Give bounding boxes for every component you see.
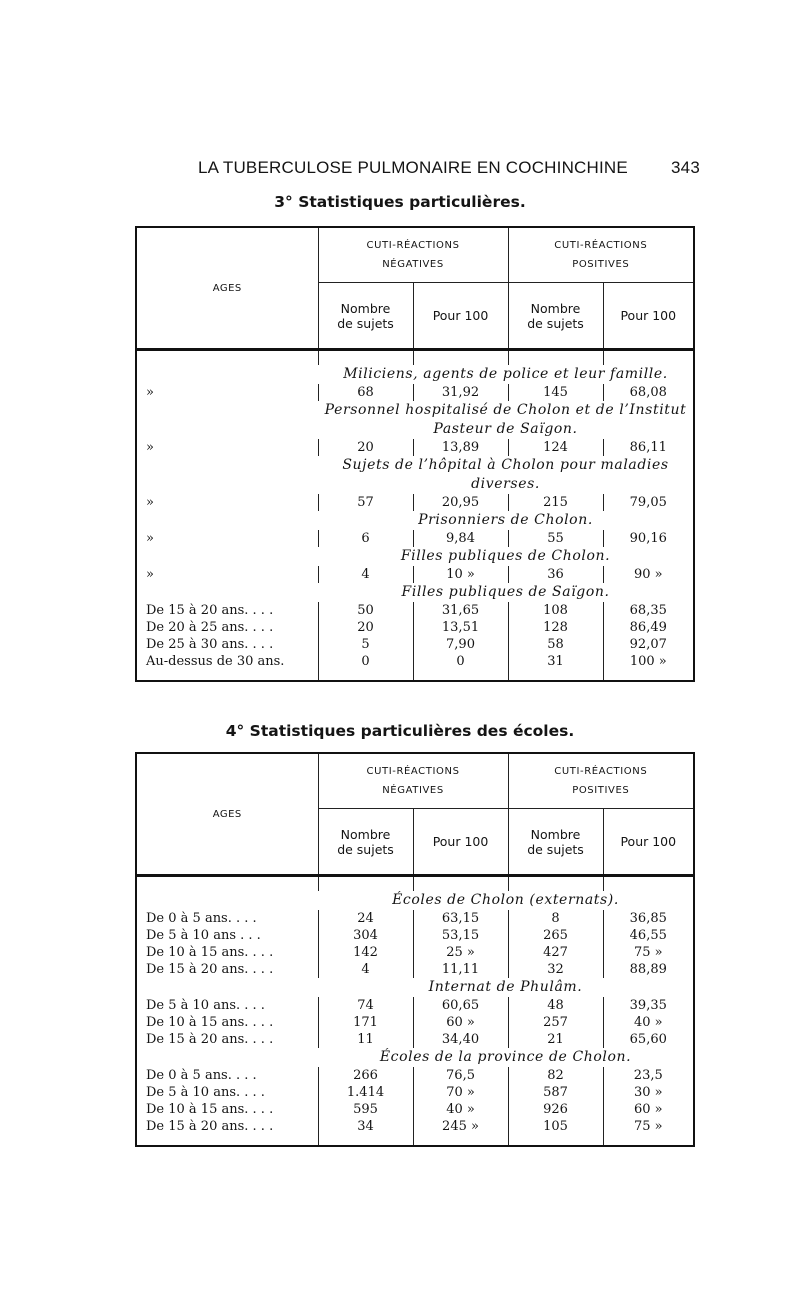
table-row bbox=[136, 961, 694, 978]
age-cell: » bbox=[146, 567, 154, 582]
age-cell: De 20 à 25 ans. . . . bbox=[146, 620, 274, 635]
positive-count-header bbox=[508, 809, 603, 876]
group-caption: Écoles de la province de Cholon. bbox=[379, 1049, 632, 1065]
negative-count-header bbox=[318, 809, 413, 876]
empty-cell bbox=[413, 351, 508, 365]
negative-percent-cell: 40 » bbox=[413, 1101, 508, 1118]
positive-count-cell: 31 bbox=[508, 653, 603, 670]
group-caption-row bbox=[136, 511, 694, 530]
percent-header-label: Pour 100 bbox=[620, 834, 677, 850]
negative-count-cell: 0 bbox=[318, 653, 413, 670]
negative-percent-cell: 10 » bbox=[413, 566, 508, 583]
table-row bbox=[136, 1067, 694, 1084]
positive-percent-cell: 23,5 bbox=[603, 1067, 694, 1084]
negative-count-cell: 1.414 bbox=[318, 1084, 413, 1101]
age-cell bbox=[136, 401, 318, 439]
negative-percent-cell: 0 bbox=[413, 653, 508, 670]
age-cell: De 10 à 15 ans. . . . bbox=[146, 1015, 274, 1030]
positive-percent-cell: 68,08 bbox=[603, 384, 694, 401]
negative-reactions-header bbox=[318, 227, 508, 283]
negative-header-line-2: NÉGATIVES bbox=[382, 259, 444, 271]
percent-header-label: Pour 100 bbox=[432, 308, 489, 324]
group-caption: Internat de Phulâm. bbox=[428, 979, 583, 995]
group-caption-row bbox=[136, 583, 694, 602]
negative-percent-cell: 245 » bbox=[413, 1118, 508, 1135]
negative-count-cell: 11 bbox=[318, 1031, 413, 1048]
count-header-line-1: Nombre bbox=[530, 826, 581, 842]
table-row bbox=[136, 1101, 694, 1118]
positive-percent-cell: 30 » bbox=[603, 1084, 694, 1101]
age-cell: De 5 à 10 ans. . . . bbox=[146, 998, 265, 1013]
negative-percent-cell: 34,40 bbox=[413, 1031, 508, 1048]
table-row bbox=[136, 1014, 694, 1031]
positive-percent-cell: 92,07 bbox=[603, 636, 694, 653]
positive-header-line-2: POSITIVES bbox=[572, 785, 630, 797]
positive-count-cell: 21 bbox=[508, 1031, 603, 1048]
count-header-line-2: de sujets bbox=[337, 315, 394, 331]
negative-count-cell: 4 bbox=[318, 961, 413, 978]
negative-percent-cell: 9,84 bbox=[413, 530, 508, 547]
age-cell bbox=[136, 583, 318, 602]
negative-count-cell: 142 bbox=[318, 944, 413, 961]
empty-cell bbox=[413, 877, 508, 891]
negative-count-cell: 24 bbox=[318, 910, 413, 927]
table-row bbox=[136, 494, 694, 511]
positive-percent-cell: 65,60 bbox=[603, 1031, 694, 1048]
positive-count-cell: 265 bbox=[508, 927, 603, 944]
age-cell bbox=[136, 1135, 318, 1146]
negative-count-cell: 595 bbox=[318, 1101, 413, 1118]
age-cell bbox=[136, 877, 318, 891]
positive-percent-cell: 79,05 bbox=[603, 494, 694, 511]
table-row bbox=[136, 944, 694, 961]
group-caption: Écoles de Cholon (externats). bbox=[392, 892, 619, 908]
negative-percent-cell: 53,15 bbox=[413, 927, 508, 944]
statistics-table-3 bbox=[135, 226, 695, 682]
negative-count-cell: 68 bbox=[318, 384, 413, 401]
age-cell: » bbox=[146, 495, 154, 510]
negative-count-cell: 4 bbox=[318, 566, 413, 583]
empty-cell bbox=[318, 670, 413, 681]
table-row bbox=[136, 1118, 694, 1135]
group-caption: Filles publiques de Saïgon. bbox=[401, 584, 610, 600]
negative-percent-cell: 25 » bbox=[413, 944, 508, 961]
negative-count-header bbox=[318, 283, 413, 350]
table-row bbox=[136, 997, 694, 1014]
table-row bbox=[136, 602, 694, 619]
positive-percent-cell: 75 » bbox=[603, 1118, 694, 1135]
negative-count-cell: 266 bbox=[318, 1067, 413, 1084]
table-body bbox=[136, 877, 694, 1146]
empty-cell bbox=[318, 1135, 413, 1146]
age-cell bbox=[136, 547, 318, 566]
group-caption-row bbox=[136, 401, 694, 439]
positive-header-line-2: POSITIVES bbox=[572, 259, 630, 271]
positive-count-cell: 145 bbox=[508, 384, 603, 401]
empty-cell bbox=[318, 351, 413, 365]
age-cell: Au-dessus de 30 ans. bbox=[146, 654, 285, 669]
group-caption: Personnel hospitalisé de Cholon et de l’Institut Pasteur de Saïgon. bbox=[324, 402, 687, 437]
positive-percent-cell: 88,89 bbox=[603, 961, 694, 978]
negative-header-line-1: CUTI-RÉACTIONS bbox=[366, 240, 460, 252]
empty-cell bbox=[603, 877, 694, 891]
positive-count-header bbox=[508, 283, 603, 350]
age-cell: De 25 à 30 ans. . . . bbox=[146, 637, 274, 652]
empty-cell bbox=[413, 670, 508, 681]
negative-count-cell: 6 bbox=[318, 530, 413, 547]
empty-cell bbox=[603, 1135, 694, 1146]
age-cell: De 0 à 5 ans. . . . bbox=[146, 1068, 257, 1083]
section-3-title: 3° Statistiques particulières. bbox=[274, 193, 526, 211]
positive-count-cell: 108 bbox=[508, 602, 603, 619]
negative-percent-cell: 60,65 bbox=[413, 997, 508, 1014]
age-cell: De 5 à 10 ans . . . bbox=[146, 928, 261, 943]
age-cell bbox=[136, 1048, 318, 1067]
age-cell: De 15 à 20 ans. . . . bbox=[146, 603, 274, 618]
positive-count-cell: 55 bbox=[508, 530, 603, 547]
positive-reactions-header bbox=[508, 227, 694, 283]
running-title: LA TUBERCULOSE PULMONAIRE EN COCHINCHINE bbox=[198, 158, 628, 177]
positive-percent-cell: 90 » bbox=[603, 566, 694, 583]
positive-count-cell: 8 bbox=[508, 910, 603, 927]
count-header-line-1: Nombre bbox=[530, 300, 581, 316]
negative-percent-header bbox=[413, 809, 508, 876]
positive-percent-cell: 40 » bbox=[603, 1014, 694, 1031]
count-header-line-1: Nombre bbox=[340, 826, 391, 842]
negative-count-cell: 20 bbox=[318, 439, 413, 456]
negative-percent-cell: 7,90 bbox=[413, 636, 508, 653]
positive-count-cell: 587 bbox=[508, 1084, 603, 1101]
running-header bbox=[198, 158, 700, 182]
group-caption-row bbox=[136, 1048, 694, 1067]
age-cell: De 15 à 20 ans. . . . bbox=[146, 1119, 274, 1134]
age-cell: » bbox=[146, 440, 154, 455]
table-row bbox=[136, 619, 694, 636]
table-row bbox=[136, 1084, 694, 1101]
positive-header-line-1: CUTI-RÉACTIONS bbox=[554, 240, 648, 252]
age-cell: De 15 à 20 ans. . . . bbox=[146, 1032, 274, 1047]
negative-percent-cell: 63,15 bbox=[413, 910, 508, 927]
age-cell bbox=[136, 511, 318, 530]
positive-percent-cell: 75 » bbox=[603, 944, 694, 961]
positive-count-cell: 124 bbox=[508, 439, 603, 456]
positive-percent-cell: 60 » bbox=[603, 1101, 694, 1118]
negative-reactions-header bbox=[318, 753, 508, 809]
empty-cell bbox=[508, 877, 603, 891]
ages-column-header: AGES bbox=[136, 227, 318, 350]
table-row bbox=[136, 1031, 694, 1048]
positive-percent-header bbox=[603, 283, 694, 350]
group-caption: Sujets de l’hôpital à Cholon pour maladies diverses. bbox=[342, 457, 669, 492]
percent-header-label: Pour 100 bbox=[620, 308, 677, 324]
empty-cell bbox=[603, 670, 694, 681]
table-row bbox=[136, 566, 694, 583]
positive-percent-cell: 46,55 bbox=[603, 927, 694, 944]
negative-count-cell: 20 bbox=[318, 619, 413, 636]
positive-percent-cell: 36,85 bbox=[603, 910, 694, 927]
positive-count-cell: 257 bbox=[508, 1014, 603, 1031]
count-header-line-2: de sujets bbox=[527, 841, 584, 857]
positive-count-cell: 32 bbox=[508, 961, 603, 978]
percent-header-label: Pour 100 bbox=[432, 834, 489, 850]
negative-percent-cell: 60 » bbox=[413, 1014, 508, 1031]
positive-count-cell: 58 bbox=[508, 636, 603, 653]
empty-cell bbox=[318, 877, 413, 891]
empty-cell bbox=[508, 670, 603, 681]
spacer-row bbox=[136, 877, 694, 891]
negative-percent-header bbox=[413, 283, 508, 350]
positive-count-cell: 128 bbox=[508, 619, 603, 636]
positive-percent-cell: 86,11 bbox=[603, 439, 694, 456]
table-row bbox=[136, 910, 694, 927]
group-caption: Miliciens, agents de police et leur famille. bbox=[343, 366, 668, 382]
statistics-table-4 bbox=[135, 752, 695, 1147]
empty-cell bbox=[603, 351, 694, 365]
table-row bbox=[136, 653, 694, 670]
age-cell: De 5 à 10 ans. . . . bbox=[146, 1085, 265, 1100]
positive-percent-cell: 100 » bbox=[603, 653, 694, 670]
positive-count-cell: 215 bbox=[508, 494, 603, 511]
ages-column-header: AGES bbox=[136, 753, 318, 876]
spacer-row bbox=[136, 351, 694, 365]
positive-count-cell: 48 bbox=[508, 997, 603, 1014]
positive-count-cell: 926 bbox=[508, 1101, 603, 1118]
age-cell: » bbox=[146, 531, 154, 546]
table-row bbox=[136, 530, 694, 547]
negative-count-cell: 74 bbox=[318, 997, 413, 1014]
gap-row bbox=[136, 1135, 694, 1146]
age-cell: De 10 à 15 ans. . . . bbox=[146, 945, 274, 960]
age-cell: De 15 à 20 ans. . . . bbox=[146, 962, 274, 977]
negative-percent-cell: 13,89 bbox=[413, 439, 508, 456]
table-body bbox=[136, 351, 694, 681]
positive-reactions-header bbox=[508, 753, 694, 809]
negative-header-line-2: NÉGATIVES bbox=[382, 785, 444, 797]
empty-cell bbox=[413, 1135, 508, 1146]
table-row bbox=[136, 439, 694, 456]
negative-count-cell: 34 bbox=[318, 1118, 413, 1135]
count-header-line-2: de sujets bbox=[337, 841, 394, 857]
table-row bbox=[136, 927, 694, 944]
negative-count-cell: 171 bbox=[318, 1014, 413, 1031]
page-number: 343 bbox=[671, 158, 700, 177]
negative-percent-cell: 76,5 bbox=[413, 1067, 508, 1084]
age-cell: De 10 à 15 ans. . . . bbox=[146, 1102, 274, 1117]
empty-cell bbox=[508, 1135, 603, 1146]
group-caption-row bbox=[136, 365, 694, 384]
empty-cell bbox=[508, 351, 603, 365]
negative-percent-cell: 20,95 bbox=[413, 494, 508, 511]
negative-count-cell: 304 bbox=[318, 927, 413, 944]
age-cell bbox=[136, 351, 318, 365]
group-caption-row bbox=[136, 456, 694, 494]
negative-percent-cell: 70 » bbox=[413, 1084, 508, 1101]
count-header-line-1: Nombre bbox=[340, 300, 391, 316]
group-caption: Filles publiques de Cholon. bbox=[400, 548, 611, 564]
section-4-title: 4° Statistiques particulières des écoles. bbox=[225, 722, 575, 740]
table-row bbox=[136, 636, 694, 653]
table-row bbox=[136, 384, 694, 401]
positive-percent-cell: 86,49 bbox=[603, 619, 694, 636]
positive-percent-cell: 39,35 bbox=[603, 997, 694, 1014]
age-cell bbox=[136, 670, 318, 681]
gap-row bbox=[136, 670, 694, 681]
negative-percent-cell: 11,11 bbox=[413, 961, 508, 978]
negative-count-cell: 5 bbox=[318, 636, 413, 653]
group-caption-row bbox=[136, 547, 694, 566]
negative-header-line-1: CUTI-RÉACTIONS bbox=[366, 766, 460, 778]
group-caption-row bbox=[136, 891, 694, 910]
age-cell bbox=[136, 891, 318, 910]
age-cell: De 0 à 5 ans. . . . bbox=[146, 911, 257, 926]
negative-count-cell: 50 bbox=[318, 602, 413, 619]
positive-count-cell: 36 bbox=[508, 566, 603, 583]
negative-percent-cell: 31,65 bbox=[413, 602, 508, 619]
positive-header-line-1: CUTI-RÉACTIONS bbox=[554, 766, 648, 778]
positive-percent-cell: 68,35 bbox=[603, 602, 694, 619]
negative-count-cell: 57 bbox=[318, 494, 413, 511]
positive-count-cell: 105 bbox=[508, 1118, 603, 1135]
group-caption-row bbox=[136, 978, 694, 997]
positive-percent-cell: 90,16 bbox=[603, 530, 694, 547]
positive-count-cell: 82 bbox=[508, 1067, 603, 1084]
age-cell bbox=[136, 978, 318, 997]
age-cell bbox=[136, 456, 318, 494]
age-cell: » bbox=[146, 385, 154, 400]
negative-percent-cell: 31,92 bbox=[413, 384, 508, 401]
group-caption: Prisonniers de Cholon. bbox=[418, 512, 593, 528]
positive-percent-header bbox=[603, 809, 694, 876]
positive-count-cell: 427 bbox=[508, 944, 603, 961]
age-cell bbox=[136, 365, 318, 384]
count-header-line-2: de sujets bbox=[527, 315, 584, 331]
negative-percent-cell: 13,51 bbox=[413, 619, 508, 636]
